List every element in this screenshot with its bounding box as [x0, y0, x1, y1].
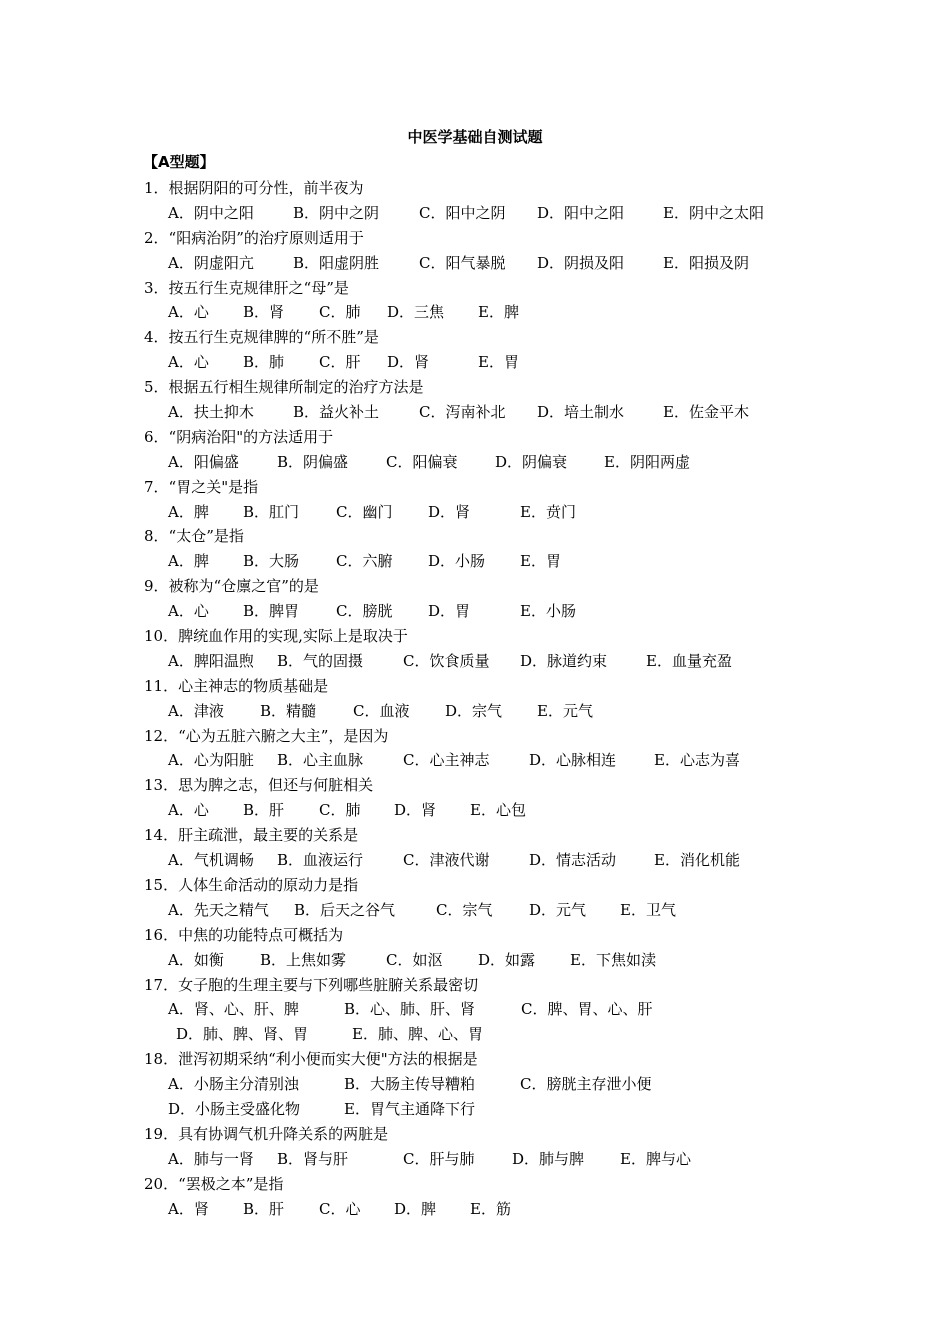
- answer-option: E．胃气主通降下行: [344, 1099, 475, 1118]
- answer-option: A．小肠主分清别浊: [168, 1075, 299, 1094]
- answer-option: B．气的固摄: [277, 651, 364, 670]
- answer-option: A．心: [168, 801, 209, 820]
- option-row: [144, 1097, 824, 1122]
- answer-option: A．脾阳温煦: [168, 651, 254, 670]
- answer-option: E．心志为喜: [654, 751, 740, 770]
- question-stem: 7．“胃之关"是指: [144, 477, 259, 496]
- answer-option: B．脾胃: [243, 602, 300, 621]
- option-row: [144, 699, 824, 724]
- question-stem: 3．按五行生克规律肝之“母”是: [144, 278, 349, 297]
- answer-option: D．肺与脾: [512, 1149, 585, 1168]
- answer-option: D．肾: [394, 801, 437, 820]
- answer-option: A．先天之精气: [168, 900, 269, 919]
- answer-option: B．血液运行: [277, 851, 364, 870]
- answer-option: E．胃: [520, 552, 561, 571]
- answer-option: D．肾: [428, 502, 471, 521]
- answer-option: B．心、肺、肝、肾: [344, 1000, 476, 1019]
- answer-option: E．血量充盈: [646, 651, 732, 670]
- answer-option: A．心为阳脏: [168, 751, 254, 770]
- option-row: [144, 948, 824, 973]
- question-stem: 11．心主神志的物质基础是: [144, 676, 329, 695]
- answer-option: B．大肠: [243, 552, 300, 571]
- answer-option: A．扶土抑木: [168, 403, 254, 422]
- answer-option: A．肾: [168, 1199, 209, 1218]
- question-stem: 19．具有协调气机升降关系的两脏是: [144, 1124, 389, 1143]
- answer-option: E．脾与心: [620, 1149, 691, 1168]
- question-stem: 18．泄泻初期采纳“利小便而实大便"方法的根据是: [144, 1050, 478, 1069]
- answer-option: D．脉道约束: [520, 651, 608, 670]
- page-title: 中医学基础自测试题: [407, 128, 543, 146]
- option-row: [144, 997, 824, 1022]
- option-row: [144, 798, 824, 823]
- answer-option: D．如露: [478, 950, 536, 969]
- answer-option: B．肺: [243, 353, 285, 372]
- answer-option: B．肾与肝: [277, 1149, 349, 1168]
- answer-option: B．上焦如雾: [260, 950, 347, 969]
- answer-option: B．心主血脉: [277, 751, 364, 770]
- answer-option: D．小肠: [428, 552, 486, 571]
- question-list: [144, 176, 824, 1221]
- answer-option: D．阳中之阳: [537, 203, 625, 222]
- answer-option: E．消化机能: [654, 851, 740, 870]
- answer-option: A．心: [168, 303, 209, 322]
- option-row: [144, 251, 824, 276]
- answer-option: B．肾: [243, 303, 285, 322]
- answer-option: C．血液: [353, 701, 410, 720]
- answer-option: E．肺、脾、心、胃: [352, 1025, 483, 1044]
- answer-option: D．肺、脾、肾、胃: [176, 1025, 309, 1044]
- question-stem: 14．肝主疏泄，最主要的关系是: [144, 826, 359, 845]
- answer-option: A．心: [168, 602, 209, 621]
- answer-option: C．幽门: [336, 502, 393, 521]
- question-stem: 4．按五行生克规律脾的“所不胜”是: [144, 328, 379, 347]
- answer-option: E．元气: [537, 701, 593, 720]
- answer-option: E．阴阳两虚: [604, 452, 690, 471]
- answer-option: B．益火补土: [293, 403, 380, 422]
- option-row: [144, 748, 824, 773]
- answer-option: D．元气: [529, 900, 587, 919]
- question-stem: 13．思为脾之志，但还与何脏相关: [144, 776, 374, 795]
- question-stem: 6．“阴病治阳"的方法适用于: [144, 427, 334, 446]
- answer-option: C．心主神志: [403, 751, 490, 770]
- answer-option: C．如沤: [386, 950, 443, 969]
- answer-option: C．饮食质量: [403, 651, 490, 670]
- answer-option: E．卫气: [620, 900, 676, 919]
- section-heading: 【A型题】: [143, 153, 215, 171]
- option-row: [144, 450, 824, 475]
- answer-option: C．津液代谢: [403, 851, 490, 870]
- answer-option: C．宗气: [436, 900, 493, 919]
- answer-option: A．肺与一肾: [168, 1149, 254, 1168]
- answer-option: D．小肠主受盛化物: [168, 1099, 301, 1118]
- answer-option: C．脾、胃、心、肝: [521, 1000, 653, 1019]
- answer-option: C．阳中之阴: [419, 203, 506, 222]
- answer-option: D．阴偏衰: [495, 452, 568, 471]
- answer-option: A．肾、心、肝、脾: [168, 1000, 299, 1019]
- answer-option: D．培土制水: [537, 403, 625, 422]
- answer-option: E．阴中之太阳: [663, 203, 764, 222]
- answer-option: B．肛门: [243, 502, 300, 521]
- option-row: [144, 898, 824, 923]
- answer-option: C．肺: [319, 801, 361, 820]
- answer-option: B．阴中之阴: [293, 203, 380, 222]
- answer-option: E．佐金平木: [663, 403, 749, 422]
- answer-option: A．气机调畅: [168, 851, 254, 870]
- question-stem: 17．女子胞的生理主要与下列哪些脏腑关系最密切: [144, 975, 479, 994]
- option-row: [144, 201, 824, 226]
- answer-option: B．阳虚阴胜: [293, 253, 380, 272]
- question-stem: 15．人体生命活动的原动力是指: [144, 875, 359, 894]
- answer-option: C．心: [319, 1199, 361, 1218]
- answer-option: C．肝: [319, 353, 361, 372]
- answer-option: D．三焦: [387, 303, 445, 322]
- answer-option: A．阳偏盛: [168, 452, 239, 471]
- answer-option: B．阴偏盛: [277, 452, 349, 471]
- answer-option: D．阴损及阳: [537, 253, 625, 272]
- answer-option: A．心: [168, 353, 209, 372]
- question-stem: 12．“心为五脏六腑之大主”，是因为: [144, 726, 389, 745]
- question-stem: 20．“罢极之本”是指: [144, 1174, 284, 1193]
- answer-option: C．肺: [319, 303, 361, 322]
- answer-option: A．脾: [168, 502, 209, 521]
- answer-option: E．贲门: [520, 502, 576, 521]
- option-row: [144, 1022, 824, 1047]
- answer-option: C．肝与肺: [403, 1149, 475, 1168]
- question-stem: 16．中焦的功能特点可概括为: [144, 925, 344, 944]
- option-row: [144, 1147, 824, 1172]
- answer-option: A．阴中之阳: [168, 203, 254, 222]
- option-row: [144, 848, 824, 873]
- answer-option: E．筋: [470, 1199, 511, 1218]
- answer-option: D．情志活动: [529, 851, 617, 870]
- answer-option: E．脾: [478, 303, 519, 322]
- answer-option: A．阴虚阳亢: [168, 253, 254, 272]
- answer-option: C．六腑: [336, 552, 393, 571]
- answer-option: E．胃: [478, 353, 519, 372]
- answer-option: C．阳偏衰: [386, 452, 458, 471]
- answer-option: E．下焦如渎: [570, 950, 656, 969]
- question-stem: 2．“阳病治阴”的治疗原则适用于: [144, 228, 364, 247]
- answer-option: E．心包: [470, 801, 526, 820]
- option-row: [144, 549, 824, 574]
- answer-option: D．宗气: [445, 701, 503, 720]
- option-row: [144, 500, 824, 525]
- option-row: [144, 300, 824, 325]
- option-row: [144, 649, 824, 674]
- answer-option: B．大肠主传导糟粕: [344, 1075, 476, 1094]
- question-stem: 10．脾统血作用的实现,实际上是取决于: [144, 627, 408, 646]
- answer-option: B．后天之谷气: [294, 900, 396, 919]
- answer-option: A．如衡: [168, 950, 224, 969]
- question-stem: 1．根据阴阳的可分性，前半夜为: [144, 179, 364, 197]
- answer-option: C．泻南补北: [419, 403, 506, 422]
- answer-option: A．脾: [168, 552, 209, 571]
- option-row: [144, 1072, 824, 1097]
- answer-option: D．脾: [394, 1199, 437, 1218]
- answer-option: C．膀胱: [336, 602, 393, 621]
- question-stem: 8．“太仓”是指: [144, 527, 244, 546]
- option-row: [144, 400, 824, 425]
- answer-option: D．心脉相连: [529, 751, 617, 770]
- option-row: [144, 1197, 824, 1222]
- answer-option: E．阳损及阴: [663, 253, 749, 272]
- answer-option: B．肝: [243, 801, 285, 820]
- question-stem: 9．被称为“仓廪之官”的是: [144, 577, 319, 596]
- answer-option: E．小肠: [520, 602, 576, 621]
- answer-option: D．肾: [387, 353, 430, 372]
- option-row: [144, 350, 824, 375]
- option-row: [144, 599, 824, 624]
- answer-option: D．胃: [428, 602, 471, 621]
- answer-option: A．津液: [168, 701, 224, 720]
- answer-option: B．肝: [243, 1199, 285, 1218]
- answer-option: C．阳气暴脱: [419, 253, 506, 272]
- question-stem: 5．根据五行相生规律所制定的治疗方法是: [144, 378, 424, 397]
- answer-option: B．精髓: [260, 701, 317, 720]
- answer-option: C．膀胱主存泄小便: [520, 1075, 652, 1094]
